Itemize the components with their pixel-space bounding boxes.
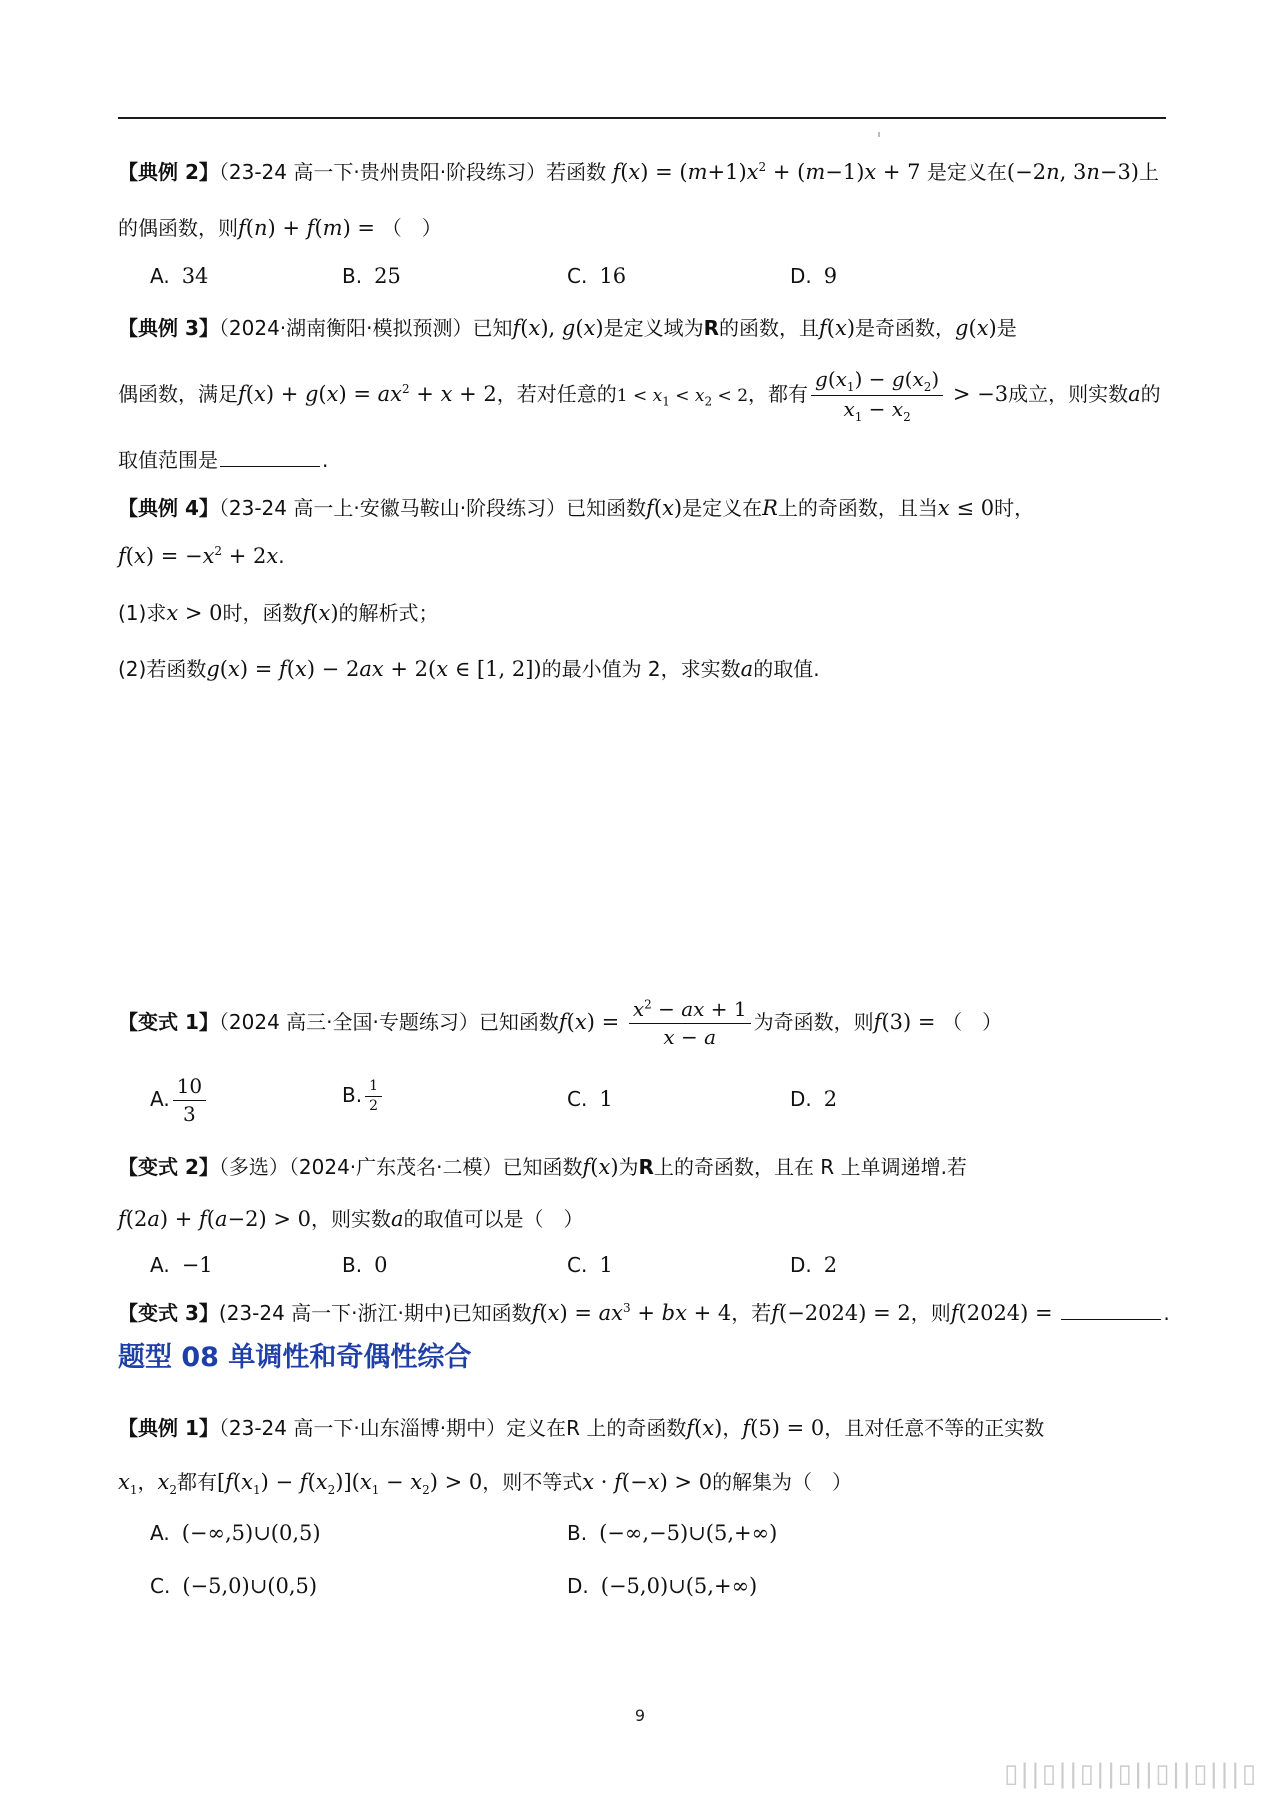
ex3-text: 是 [996,316,1017,340]
ex4-text: 的取值. [753,657,820,681]
var1-option-a: A. $\frac{10}{3}$ [150,1073,209,1128]
ex1-option-b: B. (−∞,−5)∪(5,+∞) [567,1521,778,1545]
ex3-math: f(x), g(x) [512,316,604,340]
ex4-line-2 [118,544,285,568]
var3-text: 已知函数 [451,1301,532,1325]
ex3-math: > −3 [946,382,1009,407]
ex2-option-d: D. 9 [790,264,838,288]
ex3-text: 取值范围是 [118,448,218,472]
ex4-source: （23-24 高一上·安徽马鞍山·阶段练习） [218,496,567,520]
ex4-part-2 [118,653,820,682]
var1-option-c: C. 1 [567,1087,613,1111]
ex4-line-1 [118,492,1034,521]
ex4-math: x > 0 [166,601,223,625]
var1-math: f(3) = [873,1010,943,1034]
ex2-source: （23-24 高一下·贵州贵阳·阶段练习） [218,160,547,184]
ex3-text: ，若对任意的 [496,382,617,407]
var2-text: 的取值可以是（ ） [403,1207,584,1231]
ex4-math: a [740,657,754,681]
ex3-answer-blank[interactable] [220,448,320,467]
ex4-part-1 [118,597,439,626]
ex4-text: (1)求 [118,601,167,625]
ex1-option-c: C. (−5,0)∪(0,5) [150,1574,318,1598]
ex3-math: $f(x) + g(x) = ax^2 + x + 2$ [238,382,497,407]
ex4-text: 的最小值为 2，求实数 [541,657,741,681]
ex4-math: g(x) = f(x) − 2ax + 2(x ∈ [1, 2]) [206,657,542,681]
ex1-text: 定义在R 上的奇函数 [506,1416,687,1440]
var1-option-b-fraction: $\frac{1}{2}$ [365,1077,382,1116]
var3-math: f(2024) = [950,1301,1060,1325]
var2-text: ，则实数 [311,1207,391,1231]
ex1-source: （23-24 高一下·山东淄博·期中） [218,1416,507,1440]
ex1-math: f(5) = 0 [742,1416,825,1440]
ex4-label: 【典例 4】 [118,496,219,520]
ex3-math: $1 < x_1 < x_2 < 2$ [616,386,749,409]
ex2-text: 若函数 [546,160,607,184]
var2-option-d: D. 2 [790,1253,838,1277]
ex1-label: 【典例 1】 [118,1416,219,1440]
ex3-line-3 [118,444,328,473]
ex2-line-2 [118,212,442,241]
ex1-text: ，且对任意不等的正实数 [824,1416,1045,1440]
section-title: 题型 08 单调性和奇偶性综合 [118,1342,472,1373]
var1-text: 为奇函数，则 [753,1010,874,1034]
var1-option-d: D. 2 [790,1087,838,1111]
ex2-label: 【典例 2】 [118,160,219,184]
var2-text: 上的奇函数，且在 R 上单调递增.若 [653,1155,967,1179]
watermark: ▯||▯||▯||▯||▯||▯|||▯ [1003,1759,1258,1789]
ex1-math: x · f(−x) > 0 [582,1470,713,1494]
var1-label: 【变式 1】 [118,1010,219,1034]
ex2-text: 的偶函数，则 [118,216,238,240]
header-rule [118,117,1166,119]
ex1-text: ，则不等式 [482,1470,583,1494]
ex2-expression: f(n) + f(m) = [238,216,382,240]
ex4-text: 的解析式； [338,601,439,625]
var3-source: (23-24 高一下·浙江·期中) [218,1301,452,1325]
ex3-math: g(x) [955,316,997,340]
ex4-math: f(x) [646,496,683,520]
ex3-text: . [322,448,329,472]
var1-option-b: B. $\frac{1}{2}$ [342,1077,385,1116]
ex3-text: 的函数，且 [719,316,819,340]
ex1-option-d: D. (−5,0)∪(5,+∞) [567,1574,758,1598]
var1-line-1 [118,996,1002,1051]
ex4-text: 时，函数 [222,601,303,625]
ex3-math: a [1128,382,1141,407]
ex1-text: 的解集为（ ） [712,1470,853,1494]
ex3-text: 已知 [472,316,513,340]
ex1-text: ， [137,1470,158,1494]
var3-answer-blank[interactable] [1061,1301,1161,1320]
ex2-option-c: C. 16 [567,264,627,288]
ex1-line-1 [118,1412,1044,1441]
ex3-line-2 [118,366,1161,425]
var1-math: f(x) = [558,1010,626,1034]
ex1-line-2 [118,1466,852,1497]
var2-text: 已知函数 [502,1155,583,1179]
var2-math: f(2a) + f(a−2) > 0 [118,1207,311,1231]
var3-text: . [1163,1301,1170,1325]
ex3-text: 是定义域为 [603,316,704,340]
var1-fraction: $\frac{x^2 - ax + 1}{x - a}$ [629,996,751,1051]
ex3-math: f(x) [819,316,856,340]
ex4-text: 时， [994,496,1035,520]
var2-math: a [391,1207,404,1231]
var1-text: 已知函数 [478,1010,559,1034]
ex4-text: 上的奇函数，且当 [777,496,938,520]
ex3-text: R [703,316,719,340]
var3-math: $f(x) = ax^3$ + bx + 4 [531,1301,732,1325]
ex3-text: 偶函数，满足 [118,382,238,407]
ex2-line-1 [118,156,1159,185]
var2-line-2 [118,1203,584,1232]
ex4-text: . [278,544,285,568]
var3-text: ，若 [731,1301,772,1325]
ex4-math: R [762,496,778,520]
ex3-text: 是奇函数， [855,316,956,340]
ex2-text: 是定义在 [926,160,1007,184]
var2-option-a: A. −1 [150,1253,213,1277]
ex4-math: $f(x) = -x^2 + 2x$ [118,544,279,568]
var1-source: （2024 高三·全国·专题练习） [218,1010,479,1034]
ex3-label: 【典例 3】 [118,316,219,340]
ex3-text: 成立，则实数 [1008,382,1129,407]
var3-label: 【变式 3】 [118,1301,219,1325]
var2-label: 【变式 2】 [118,1155,219,1179]
ex1-text: 都有 [176,1470,217,1494]
ex3-line-1 [118,312,1017,341]
ex3-fraction: $\frac{g(x_1) - g(x_2)}{x_1 - x_2}$ [811,366,943,425]
ex1-math: f(x) [686,1416,723,1440]
ex4-math: x ≤ 0 [937,496,995,520]
var2-line-1 [118,1151,967,1180]
ex2-text: （ ） [381,216,442,240]
ex1-math: $x_2$ [157,1470,177,1498]
ex4-math: f(x) [302,601,339,625]
ex3-source: （2024·湖南衡阳·模拟预测） [218,316,473,340]
ex2-formula: $f(x) = (m+1)x^2 + (m-1)x + 7$ [612,160,921,184]
ex4-text: 已知函数 [566,496,647,520]
var3-line-1 [118,1297,1170,1326]
ex1-option-a: A. (−∞,5)∪(0,5) [150,1521,321,1545]
ex4-text: 是定义在 [682,496,763,520]
var2-math: f(x) [582,1155,619,1179]
ex3-text: ，都有 [748,382,809,407]
scan-mark [878,132,880,137]
page-number: 9 [634,1706,646,1725]
var2-option-c: C. 1 [567,1253,613,1277]
ex2-option-b: B. 25 [342,264,401,288]
var3-math: f(−2024) = 2 [771,1301,911,1325]
ex2-option-a: A. 34 [150,264,209,288]
var2-source: （多选）（2024·广东茂名·二模） [218,1155,503,1179]
ex2-interval: (−2n, 3n−3) [1006,160,1139,184]
var3-text: ，则 [910,1301,951,1325]
ex1-math: $x_1$ [118,1470,138,1498]
var2-text: R [638,1155,654,1179]
ex4-text: (2)若函数 [118,657,207,681]
ex3-text: 的 [1140,382,1161,407]
var1-text: （ ） [942,1010,1003,1034]
var2-option-b: B. 0 [342,1253,388,1277]
var2-text: 为 [618,1155,639,1179]
ex1-text: ， [722,1416,743,1440]
ex1-math: $[f(x_1) - f(x_2)](x_1 - x_2) > 0$ [216,1470,483,1498]
ex2-text: 上 [1139,160,1159,184]
var1-option-a-fraction: $\frac{10}{3}$ [173,1073,206,1128]
